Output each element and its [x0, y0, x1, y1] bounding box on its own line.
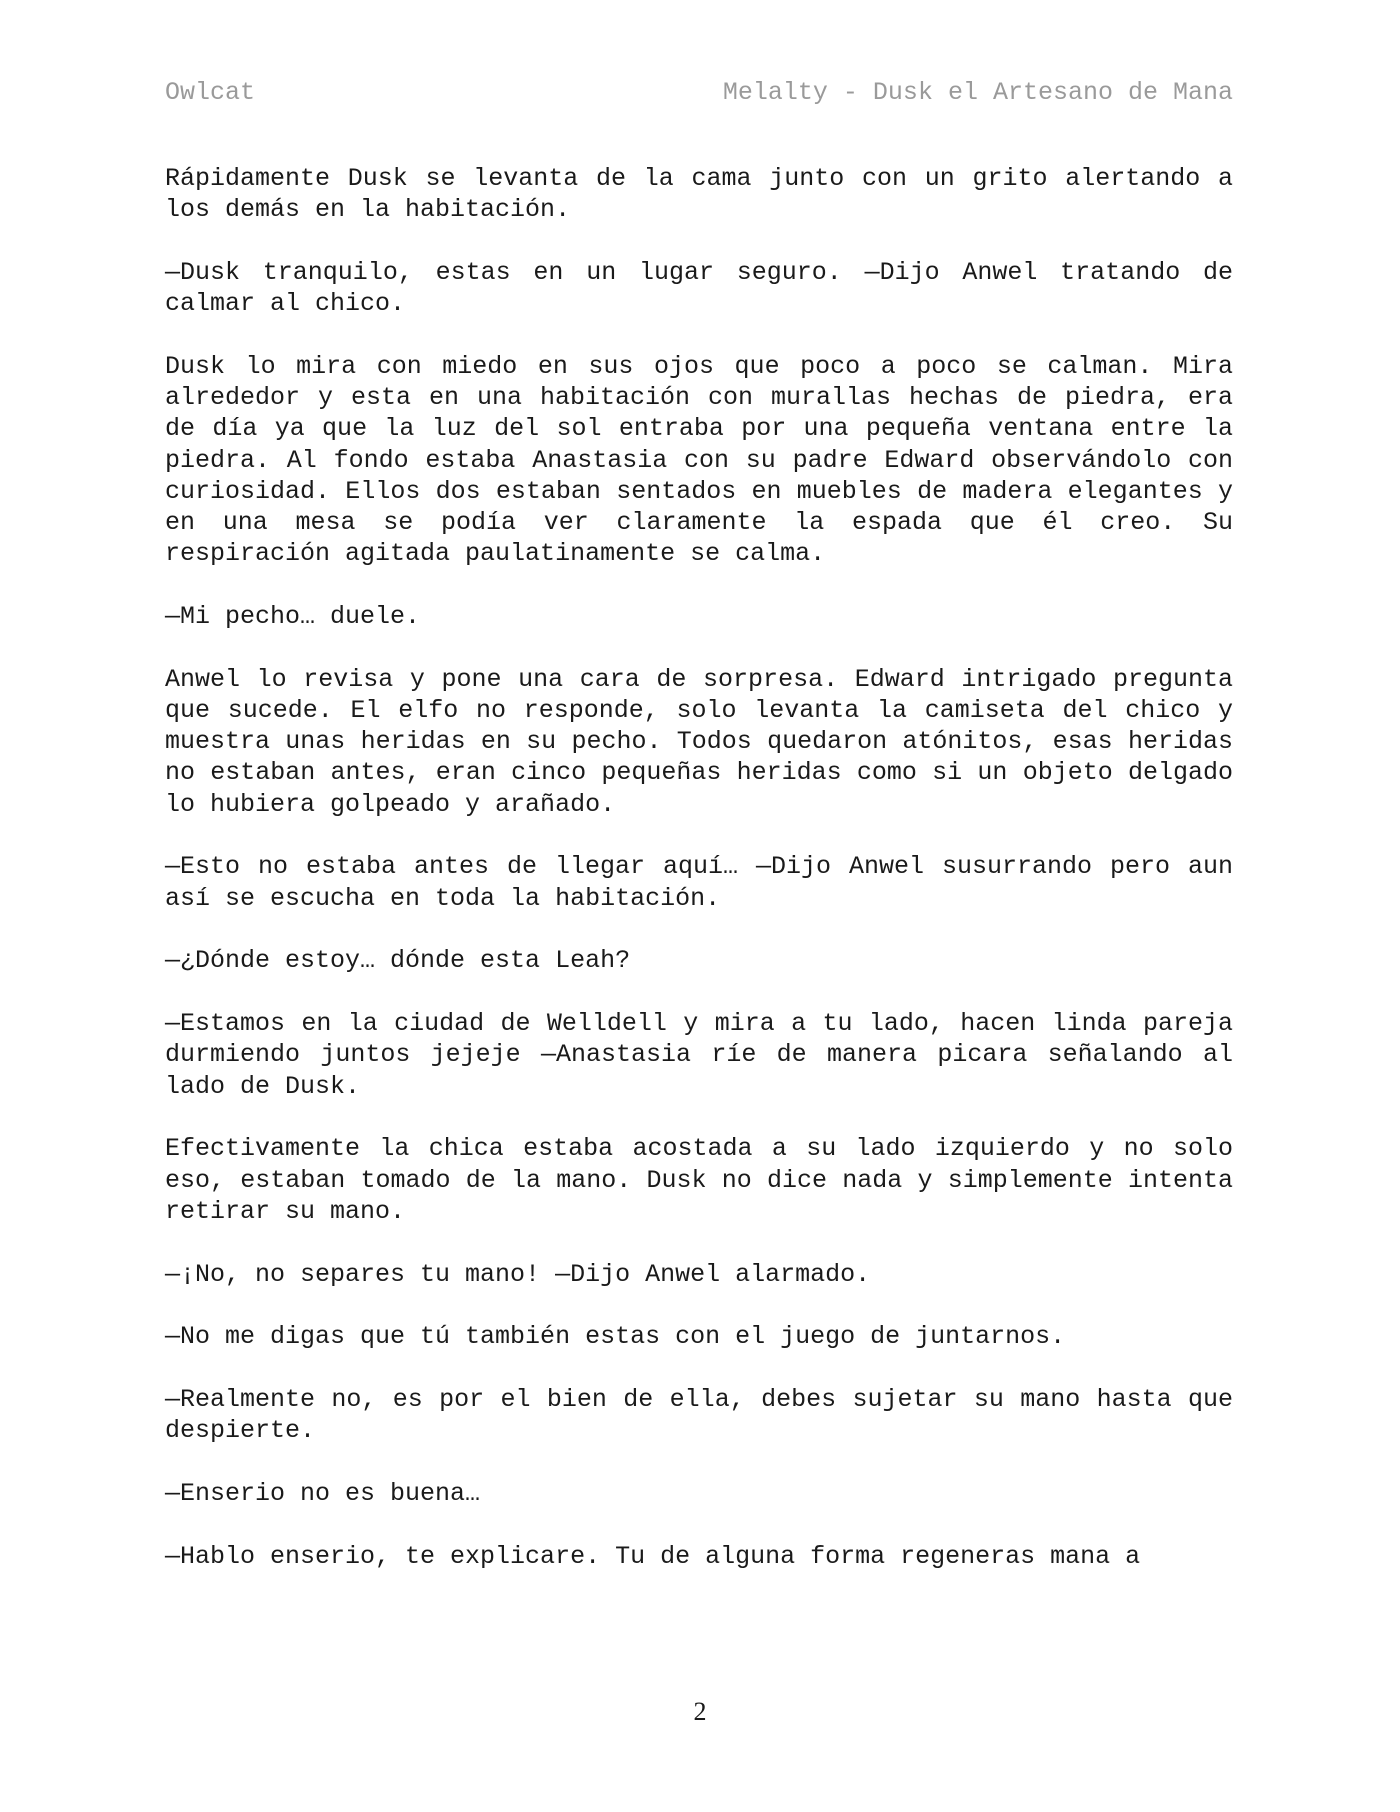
paragraph: —Estamos en la ciudad de Welldell y mira a tu lado, hacen linda pareja durmiendo juntos jejeje —Anastasia ríe de manera picara señalando al lado de Dusk.: [165, 1009, 1233, 1101]
paragraph: Dusk lo mira con miedo en sus ojos que poco a poco se calman. Mira alrededor y esta en una habitación con murallas hechas de piedra, era de día ya que la luz del sol entraba por una pequeña ventana entre la piedra. Al fondo estaba Anastasia con su padre Edward observándolo con curiosidad. Ellos dos estaban sentados en muebles de madera elegantes y en una mesa se podía ver claramente la espada que él creo. Su respiración agitada paulatinamente se calma.: [165, 352, 1233, 569]
paragraph: —¿Dónde estoy… dónde esta Leah?: [165, 946, 631, 976]
page-header: [165, 78, 1233, 118]
header-title: Melalty - Dusk el Artesano de Mana: [722, 78, 1233, 107]
paragraph: —Esto no estaba antes de llegar aquí… —Dijo Anwel susurrando pero aun así se escucha en toda la habitación.: [165, 852, 1233, 913]
paragraph: Efectivamente la chica estaba acostada a su lado izquierdo y no solo eso, estaban tomado de la mano. Dusk no dice nada y simplemente intenta retirar su mano.: [165, 1134, 1233, 1226]
paragraph: —Dusk tranquilo, estas en un lugar seguro. —Dijo Anwel tratando de calmar al chico.: [165, 258, 1233, 319]
body-text: [165, 163, 1233, 1604]
paragraph: —Mi pecho… duele.: [165, 602, 421, 632]
header-author: Owlcat: [165, 78, 256, 107]
paragraph: Anwel lo revisa y pone una cara de sorpresa. Edward intrigado pregunta que sucede. El elfo no responde, solo levanta la camiseta del chico y muestra unas heridas en su pecho. Todos quedaron atónitos, esas heridas no estaban antes, eran cinco pequeñas heridas como si un objeto delgado lo hubiera golpeado y arañado.: [165, 664, 1233, 819]
paragraph: —Realmente no, es por el bien de ella, debes sujetar su mano hasta que despierte.: [165, 1385, 1233, 1446]
paragraph: —No me digas que tú también estas con el juego de juntarnos.: [165, 1322, 1066, 1352]
paragraph: —Hablo enserio, te explicare. Tu de alguna forma regeneras mana a: [165, 1542, 1141, 1572]
page-number: 2: [693, 1697, 707, 1726]
paragraph: —¡No, no separes tu mano! —Dijo Anwel alarmado.: [165, 1259, 871, 1289]
paragraph: —Enserio no es buena…: [165, 1479, 481, 1509]
paragraph: Rápidamente Dusk se levanta de la cama junto con un grito alertando a los demás en la habitación.: [165, 164, 1233, 225]
